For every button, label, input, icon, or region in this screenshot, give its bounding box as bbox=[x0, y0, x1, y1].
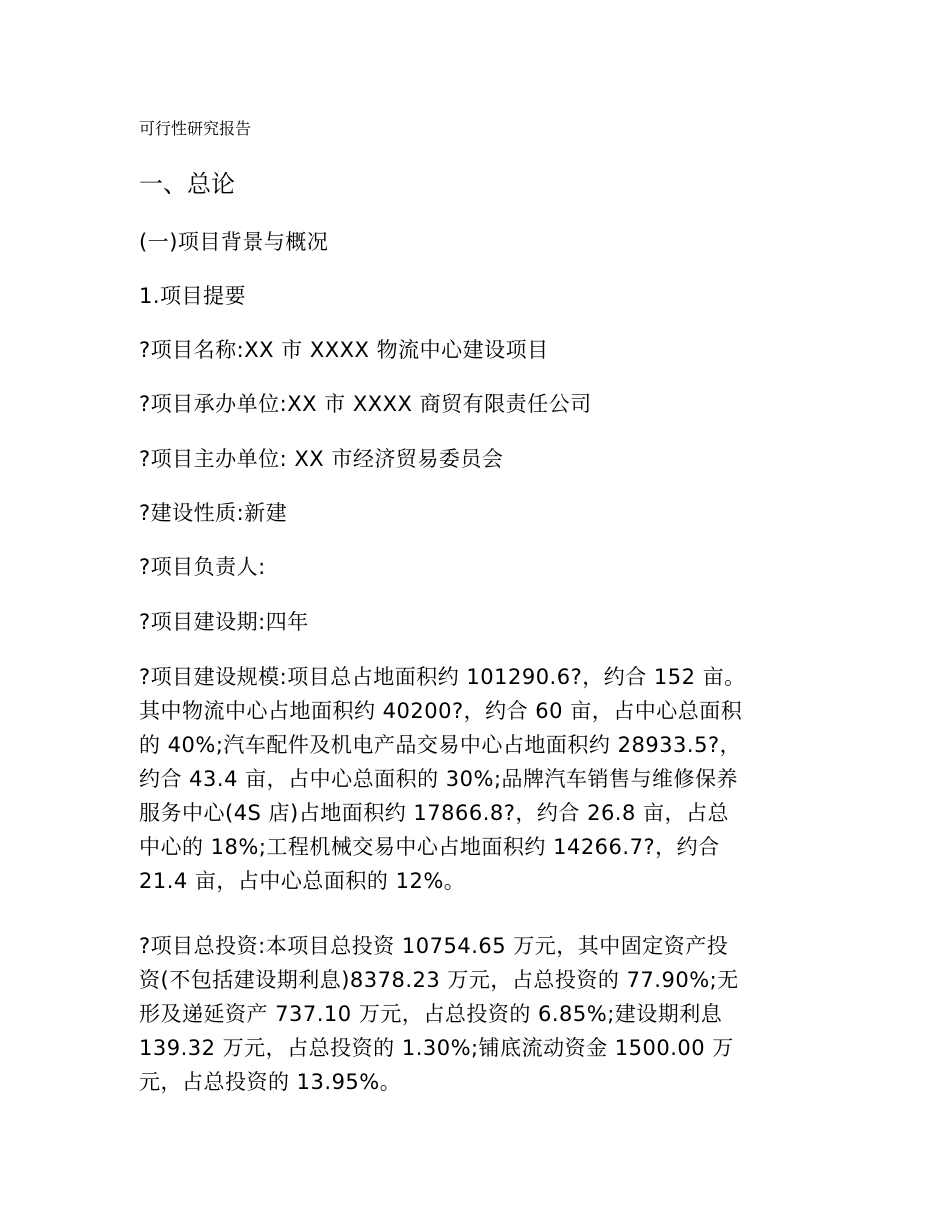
field-nature: ?建设性质:新建 bbox=[139, 501, 288, 525]
scale-paragraph bbox=[139, 660, 819, 898]
field-project-name: ?项目名称:XX 市 XXXX 物流中心建设项目 bbox=[139, 338, 549, 362]
page-header: 可行性研究报告 bbox=[139, 119, 252, 138]
paragraph-line: 21.4 亩，占中心总面积的 12%。 bbox=[139, 869, 466, 893]
investment-paragraph bbox=[139, 929, 819, 1099]
paragraph-line: 服务中心(4S 店)占地面积约 17866.8?，约合 26.8 亩，占总 bbox=[139, 801, 730, 825]
paragraph-line: 约合 43.4 亩，占中心总面积的 30%;品牌汽车销售与维修保养 bbox=[139, 767, 739, 791]
paragraph-line: 元，占总投资的 13.95%。 bbox=[139, 1070, 402, 1094]
field-leader: ?项目负责人: bbox=[139, 555, 266, 579]
field-period: ?项目建设期:四年 bbox=[139, 610, 309, 634]
paragraph-line: 的 40%;汽车配件及机电产品交易中心占地面积约 28933.5?， bbox=[139, 733, 742, 757]
item-title: 1.项目提要 bbox=[139, 284, 247, 308]
paragraph-line: 形及递延资产 737.10 万元，占总投资的 6.85%;建设期利息 bbox=[139, 1002, 723, 1026]
paragraph-line: ?项目建设规模:项目总占地面积约 101290.6?，约合 152 亩。 bbox=[139, 665, 746, 689]
paragraph-line: 139.32 万元，占总投资的 1.30%;铺底流动资金 1500.00 万 bbox=[139, 1036, 734, 1060]
paragraph-line: 中心的 18%;工程机械交易中心占地面积约 14266.7?，约合 bbox=[139, 835, 720, 859]
paragraph-line: 资(不包括建设期利息)8378.23 万元，占总投资的 77.90%;无 bbox=[139, 968, 739, 992]
paragraph-line: 其中物流中心占地面积约 40200?，约合 60 亩，占中心总面积 bbox=[139, 699, 743, 723]
field-sponsor: ?项目主办单位: XX 市经济贸易委员会 bbox=[139, 447, 504, 471]
paragraph-line: ?项目总投资:本项目总投资 10754.65 万元，其中固定资产投 bbox=[139, 934, 729, 958]
subsection-title: (一)项目背景与概况 bbox=[139, 230, 329, 254]
field-undertaker: ?项目承办单位:XX 市 XXXX 商贸有限责任公司 bbox=[139, 392, 592, 416]
section-title: 一、总论 bbox=[139, 170, 235, 198]
